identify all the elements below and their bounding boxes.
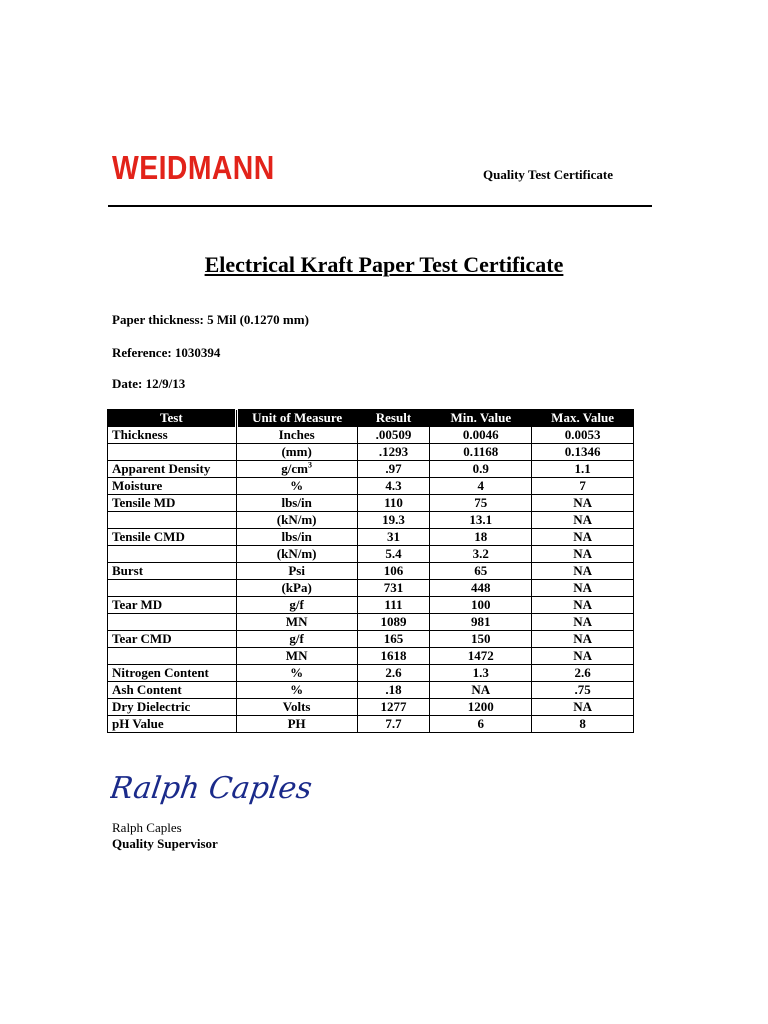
header-subtitle: Quality Test Certificate — [483, 167, 613, 182]
cell-test — [108, 648, 237, 665]
cell-min: 1.3 — [430, 665, 532, 682]
header-min: Min. Value — [430, 410, 532, 427]
cell-result: 2.6 — [357, 665, 430, 682]
cell-result: .97 — [357, 461, 430, 478]
cell-unit — [236, 461, 357, 478]
signatory-role: Quality Supervisor — [112, 836, 218, 851]
cell-result: 111 — [357, 597, 430, 614]
unit-superscript: 3 — [307, 460, 312, 470]
cell-test: Moisture — [108, 478, 237, 495]
cell-result: 31 — [357, 529, 430, 546]
table-row — [108, 444, 634, 461]
handwritten-signature — [110, 762, 350, 817]
cell-max: NA — [532, 546, 634, 563]
cell-min: NA — [430, 682, 532, 699]
table-row — [108, 716, 634, 733]
signature-text: Ralph Caples — [110, 771, 315, 806]
table-row — [108, 614, 634, 631]
cell-result: .18 — [357, 682, 430, 699]
cell-max: 8 — [532, 716, 634, 733]
table-body — [108, 427, 634, 733]
cell-max: 0.1346 — [532, 444, 634, 461]
reference-number: Reference: 1030394 — [112, 345, 221, 360]
cell-min: 448 — [430, 580, 532, 597]
table-row — [108, 631, 634, 648]
cell-min: 150 — [430, 631, 532, 648]
cell-min: 4 — [430, 478, 532, 495]
cell-result: 731 — [357, 580, 430, 597]
cell-unit: (mm) — [236, 444, 357, 461]
cell-min: 981 — [430, 614, 532, 631]
cell-unit: Psi — [236, 563, 357, 580]
cell-test: Dry Dielectric — [108, 699, 237, 716]
table-row — [108, 580, 634, 597]
cell-unit: g/f — [236, 597, 357, 614]
cell-result: 4.3 — [357, 478, 430, 495]
cell-test — [108, 580, 237, 597]
cell-max: NA — [532, 563, 634, 580]
cell-result: 1277 — [357, 699, 430, 716]
cell-unit: MN — [236, 614, 357, 631]
cell-result: 165 — [357, 631, 430, 648]
cell-unit: Volts — [236, 699, 357, 716]
cell-unit: Inches — [236, 427, 357, 444]
cell-max: NA — [532, 580, 634, 597]
cell-max: NA — [532, 597, 634, 614]
table-row — [108, 648, 634, 665]
table-row — [108, 427, 634, 444]
cell-result: .1293 — [357, 444, 430, 461]
table-row — [108, 546, 634, 563]
table-row — [108, 682, 634, 699]
cell-unit: % — [236, 478, 357, 495]
cell-min: 0.0046 — [430, 427, 532, 444]
cell-min: 75 — [430, 495, 532, 512]
cell-max: NA — [532, 631, 634, 648]
cell-max: NA — [532, 495, 634, 512]
cell-result: .00509 — [357, 427, 430, 444]
cell-max: NA — [532, 699, 634, 716]
cell-test — [108, 512, 237, 529]
cell-result: 19.3 — [357, 512, 430, 529]
cell-unit: (kN/m) — [236, 512, 357, 529]
cell-max: NA — [532, 512, 634, 529]
cell-result: 1618 — [357, 648, 430, 665]
document-title: Electrical Kraft Paper Test Certificate — [204, 252, 564, 277]
cell-max: NA — [532, 614, 634, 631]
certificate-date: Date: 12/9/13 — [112, 376, 186, 391]
cell-test: Apparent Density — [108, 461, 237, 478]
cell-min: 0.1168 — [430, 444, 532, 461]
signature-graphic — [110, 762, 350, 812]
cell-min: 1472 — [430, 648, 532, 665]
cell-min: 3.2 — [430, 546, 532, 563]
cell-test: Nitrogen Content — [108, 665, 237, 682]
cell-test: Burst — [108, 563, 237, 580]
cell-max: 7 — [532, 478, 634, 495]
cell-test: Ash Content — [108, 682, 237, 699]
cell-unit: MN — [236, 648, 357, 665]
table-header-row — [108, 410, 634, 427]
cell-max: NA — [532, 529, 634, 546]
cell-unit: lbs/in — [236, 529, 357, 546]
cell-result: 7.7 — [357, 716, 430, 733]
header-unit: Unit of Measure — [236, 410, 357, 427]
table-row — [108, 512, 634, 529]
table-row — [108, 478, 634, 495]
signatory-name: Ralph Caples — [112, 820, 182, 835]
table-row — [108, 563, 634, 580]
cell-result: 1089 — [357, 614, 430, 631]
table-row — [108, 529, 634, 546]
cell-unit: % — [236, 665, 357, 682]
cell-max: .75 — [532, 682, 634, 699]
cell-min: 6 — [430, 716, 532, 733]
cell-min: 1200 — [430, 699, 532, 716]
cell-unit: PH — [236, 716, 357, 733]
cell-test — [108, 546, 237, 563]
cell-min: 13.1 — [430, 512, 532, 529]
cell-unit: (kN/m) — [236, 546, 357, 563]
table-row — [108, 699, 634, 716]
cell-min: 0.9 — [430, 461, 532, 478]
cell-min: 65 — [430, 563, 532, 580]
test-results-table — [107, 409, 634, 733]
table-row — [108, 665, 634, 682]
cell-unit: g/f — [236, 631, 357, 648]
unit-text: g/cm — [281, 461, 308, 476]
header-divider — [108, 205, 652, 207]
table-row — [108, 597, 634, 614]
cell-max: 2.6 — [532, 665, 634, 682]
cell-max: 0.0053 — [532, 427, 634, 444]
cell-max: 1.1 — [532, 461, 634, 478]
cell-test: Thickness — [108, 427, 237, 444]
cell-min: 18 — [430, 529, 532, 546]
cell-max: NA — [532, 648, 634, 665]
cell-test: pH Value — [108, 716, 237, 733]
weidmann-logo: WEIDMANN — [112, 149, 275, 186]
cell-result: 5.4 — [357, 546, 430, 563]
cell-unit: lbs/in — [236, 495, 357, 512]
cell-test — [108, 614, 237, 631]
header-max: Max. Value — [532, 410, 634, 427]
cell-test: Tear MD — [108, 597, 237, 614]
cell-result: 106 — [357, 563, 430, 580]
cell-test: Tensile MD — [108, 495, 237, 512]
paper-thickness: Paper thickness: 5 Mil (0.1270 mm) — [112, 312, 309, 327]
header-test: Test — [108, 410, 237, 427]
header-result: Result — [357, 410, 430, 427]
table-row — [108, 495, 634, 512]
cell-result: 110 — [357, 495, 430, 512]
cell-unit: % — [236, 682, 357, 699]
table-row — [108, 461, 634, 478]
cell-test — [108, 444, 237, 461]
cell-unit: (kPa) — [236, 580, 357, 597]
cell-min: 100 — [430, 597, 532, 614]
cell-test: Tear CMD — [108, 631, 237, 648]
cell-test: Tensile CMD — [108, 529, 237, 546]
